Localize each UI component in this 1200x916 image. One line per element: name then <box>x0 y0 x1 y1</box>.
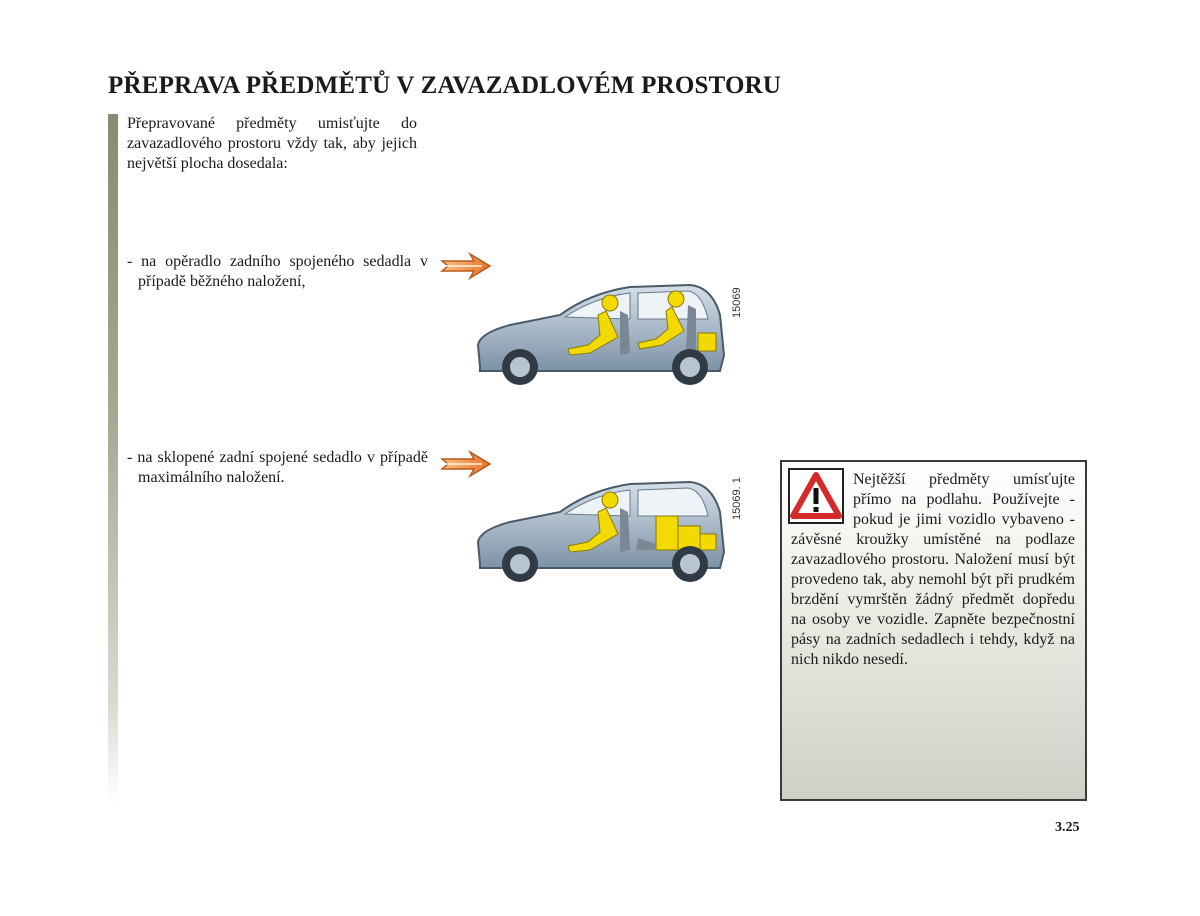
page-number: 3.25 <box>1055 820 1080 835</box>
section-side-bar <box>108 114 118 804</box>
bullet-normal-load: - na opěradlo zadního spojeného sedadla v případě běžného naložení, <box>127 253 428 290</box>
car-cutaway-seat-folded-icon <box>470 472 760 592</box>
intro-paragraph: Přepravované předměty umisťujte do zavazadlového prostoru vždy tak, aby jejich největší plocha dosedala: <box>127 115 417 172</box>
warning-text-container <box>791 470 1075 670</box>
warning-text: Nejtěžší předměty umísťujte přímo na podlahu. Používejte - pokud je jimi vozidlo vybaveno - závěsné kroužky umístěné na podlaze zavazadlového prostoru. Naložení musí být provedeno tak, aby nemohl být při prudkém brzdění vymrštěn žádný předmět dopředu na osoby ve vozidle. Zapněte bezpečnostní pásy na zadních sedadlech i tehdy, když na nich nikdo nesedí. <box>791 471 1075 668</box>
warning-box <box>780 460 1087 801</box>
figure-number: 15069 <box>731 287 743 318</box>
bullet-maximum-load: - na sklopené zadní spojené sedadlo v případě maximálního naložení. <box>127 449 428 486</box>
page-title: PŘEPRAVA PŘEDMĚTŮ V ZAVAZADLOVÉM PROSTORU <box>108 72 782 99</box>
figure-number: 15069. 1 <box>731 477 743 520</box>
car-cutaway-seat-upright-icon <box>470 275 760 395</box>
